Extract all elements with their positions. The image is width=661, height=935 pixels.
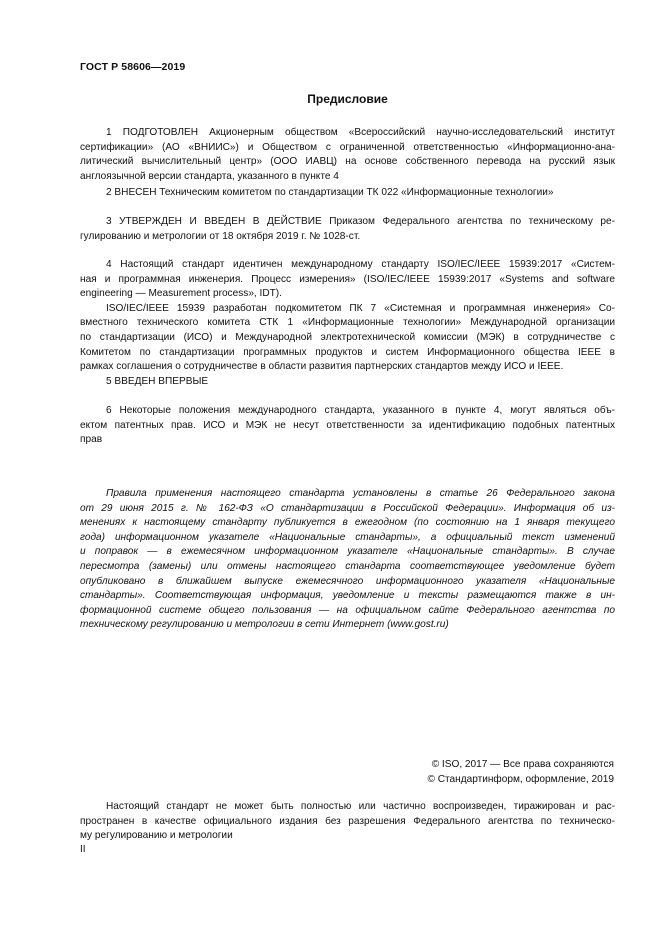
text-line: от 29 июня 2015 г. № 162-ФЗ «О стандартизации в Российской Федерации». Информация об из-	[80, 502, 615, 514]
paragraph-patent-rights	[80, 404, 615, 448]
text-line: ISO/IEC/IEEE 15939 разработан подкомитетом ПК 7 «Системная и программная инженерия» Со-	[106, 302, 615, 314]
page-number: II	[80, 844, 86, 855]
copyright-block	[427, 758, 614, 787]
text-line: пересмотра (замены) или отмены настоящего стандарта соответствующее уведомление будет	[80, 560, 615, 572]
text-line: гулированию и метрологии от 18 октября 2019 г. № 1028-ст.	[80, 230, 361, 242]
text-line: ектом патентных прав. ИСО и МЭК не несут ответственности за идентификацию подобных патентных	[80, 419, 615, 431]
text-line: техническому регулированию и метрологии в сети Интернет (www.gost.ru)	[80, 619, 449, 631]
paragraph-prepared-by	[80, 126, 615, 184]
paragraph-identical-standard	[80, 258, 615, 375]
text-line: Настоящий стандарт не может быть полностью или частично воспроизведен, тиражирован и рас-	[106, 801, 615, 812]
paragraph-approved	[80, 215, 615, 244]
text-line: прав	[80, 434, 103, 446]
text-line: 4 Настоящий стандарт идентичен международному стандарту ISO/IEC/IEEE 15939:2017 «Систем-	[106, 259, 615, 270]
text-line: опубликовано в ближайшем выпуске ежемесячного информационного указателя «Национальные	[80, 575, 615, 587]
copyright-standartinform: © Стандартинформ, оформление, 2019	[427, 773, 614, 785]
document-code: ГОСТ Р 58606—2019	[80, 61, 186, 73]
text-line: 1 ПОДГОТОВЛЕН Акционерным обществом «Всероссийский научно-исследовательский институт	[106, 127, 615, 138]
paragraph-introduced-by	[80, 186, 615, 201]
text-line: 2 ВНЕСЕН Техническим комитетом по стандартизации ТК 022 «Информационные технологии»	[106, 187, 554, 198]
text-line: менениях к настоящему стандарту публикуется в ежегодном (по состоянию на 1 января текущего	[80, 517, 615, 529]
paragraph-introduced-first	[80, 375, 615, 390]
text-line: 5 ВВЕДЕН ВПЕРВЫЕ	[106, 376, 209, 387]
text-line: Правила применения настоящего стандарта установлены в статье 26 Федерального закона	[106, 488, 615, 499]
text-line: по стандартизации (ИСО) и Международной электротехнической комиссии (МЭК) в сотрудничестве с	[80, 331, 615, 343]
text-line: 6 Некоторые положения международного стандарта, указанного в пункте 4, могут являться объ-	[106, 405, 615, 416]
text-line: 3 УТВЕРЖДЕН И ВВЕДЕН В ДЕЙСТВИЕ Приказом Федерального агентства по техническому ре-	[106, 216, 615, 227]
text-line: англоязычной версии стандарта, указанного в пункте 4	[80, 170, 339, 182]
text-line: сертификации» (АО «ВНИИС») и Обществом с ограниченной ответственностью «Информационно-ана-	[80, 141, 615, 153]
text-line: engineering — Measurement process», IDT).	[80, 288, 282, 300]
reproduction-notice	[80, 800, 615, 844]
text-line: му регулированию и метрологии	[80, 830, 233, 842]
text-line: года) информационном указателе «Национальные стандарты», а официальный текст изменений	[80, 531, 615, 543]
text-line: стандарты». Соответствующая информация, уведомление и тексты размещаются также в ин-	[80, 590, 615, 602]
page-title: Предисловие	[307, 92, 388, 106]
text-line: рамках соглашения о сотрудничестве в области развития партнерских стандартов между ИСО и IEEE.	[80, 361, 564, 373]
text-line: вместного технического комитета СТК 1 «Информационные технологии» Международной организации	[80, 317, 615, 329]
text-line: ная и программная инженерия. Процесс измерения» (ISO/IEC/IEEE 15939:2017 «Systems and software	[80, 273, 615, 285]
copyright-iso: © ISO, 2017 — Все права сохраняются	[431, 759, 614, 770]
text-line: и поправок — в ежемесячном информационном указателе «Национальные стандарты». В случае	[80, 546, 615, 558]
text-line: формационной системе общего пользования — на официальном сайте Федерального агентства по	[80, 604, 615, 616]
text-line: Комитетом по стандартизации программных продуктов и систем Информационного общества IEEE в	[80, 346, 615, 358]
text-line: литический вычислительный центр» (ООО ИАВЦ) на основе собственного перевода на русский язык	[80, 156, 615, 168]
text-line: пространен в качестве официального издания без разрешения Федерального агентства по техническо-	[80, 815, 615, 827]
standard-application-notice	[80, 487, 615, 633]
